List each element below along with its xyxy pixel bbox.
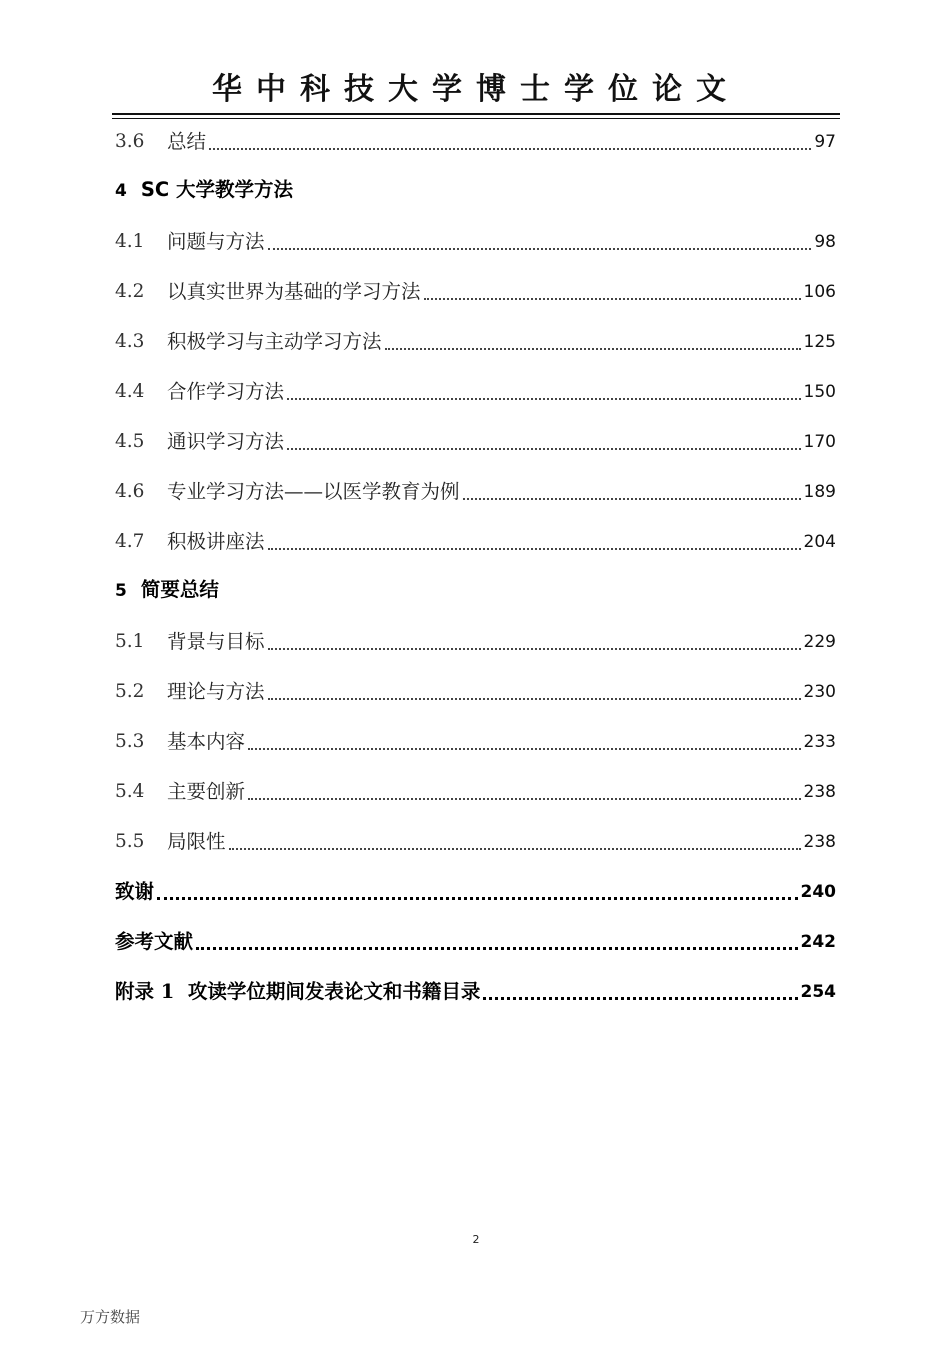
- toc-entry-title: 致谢: [115, 880, 155, 903]
- toc-entry-number: 4.1: [115, 231, 145, 252]
- dot-leader: [483, 977, 797, 1000]
- toc-entry-5-2[interactable]: [115, 675, 836, 705]
- toc-entry-title: 通识学习方法: [167, 430, 285, 453]
- toc-entry-title: 问题与方法: [167, 230, 265, 253]
- dot-leader: [268, 228, 812, 250]
- toc-entry-page: 150: [803, 382, 836, 402]
- header-rule-thin: [112, 118, 840, 119]
- toc-entry-number: 4.6: [115, 481, 145, 502]
- toc-entry-4-3[interactable]: [115, 325, 836, 355]
- dot-leader: [268, 628, 801, 650]
- toc-entry-page: 242: [800, 932, 836, 952]
- toc-entry-number: 5.2: [115, 681, 145, 702]
- toc-entry-title: 背景与目标: [167, 630, 265, 653]
- toc-entry-title: 参考文献: [115, 930, 194, 953]
- toc-entry-4-5[interactable]: [115, 425, 836, 455]
- dot-leader: [287, 428, 801, 450]
- toc-entry-title: 合作学习方法: [167, 380, 285, 403]
- toc-chapter-5[interactable]: [115, 575, 219, 605]
- toc-entry-title: 附录 1 攻读学位期间发表论文和书籍目录: [115, 980, 481, 1003]
- dot-leader: [287, 378, 801, 400]
- toc-entry-page: 238: [803, 782, 836, 802]
- dot-leader: [157, 877, 797, 900]
- toc-entry-page: 125: [803, 332, 836, 352]
- toc-entry-page: 229: [803, 632, 836, 652]
- toc-chapter-4[interactable]: [115, 175, 293, 205]
- toc-entry-4-1[interactable]: [115, 225, 836, 255]
- toc-entry-number: 4.2: [115, 281, 145, 302]
- toc-entry-4-4[interactable]: [115, 375, 836, 405]
- dot-leader: [248, 778, 801, 800]
- dot-leader: [463, 478, 801, 500]
- toc-entry-4-2[interactable]: [115, 275, 836, 305]
- toc-entry-page: 238: [803, 832, 836, 852]
- dot-leader: [248, 728, 801, 750]
- toc-entry-number: 3.6: [115, 131, 145, 152]
- toc-entry-4-6[interactable]: [115, 475, 836, 505]
- dot-leader: [268, 678, 801, 700]
- toc-entry-number: 5.5: [115, 831, 145, 852]
- toc-entry-number: 4.3: [115, 331, 145, 352]
- chapter-title: 简要总结: [140, 578, 219, 601]
- toc-entry-5-5[interactable]: [115, 825, 836, 855]
- toc-entry-page: 204: [803, 532, 836, 552]
- header-rule-thick: [112, 113, 840, 115]
- toc-entry-5-3[interactable]: [115, 725, 836, 755]
- toc-entry-appendix-1[interactable]: [115, 975, 836, 1005]
- toc-entry-5-1[interactable]: [115, 625, 836, 655]
- toc-entry-4-7[interactable]: [115, 525, 836, 555]
- toc-entry-title: 理论与方法: [167, 680, 265, 703]
- toc-entry-page: 240: [800, 882, 836, 902]
- toc-entry-number: 4.7: [115, 531, 145, 552]
- toc-entry-number: 4.5: [115, 431, 145, 452]
- toc-entry-number: 5.4: [115, 781, 145, 802]
- toc-entry-page: 233: [803, 732, 836, 752]
- toc-entry-acknowledgements[interactable]: [115, 875, 836, 905]
- toc-entry-title: 以真实世界为基础的学习方法: [167, 280, 421, 303]
- toc-entry-page: 189: [803, 482, 836, 502]
- wanfang-watermark: 万方数据: [80, 1308, 141, 1326]
- toc-entry-page: 170: [803, 432, 836, 452]
- dot-leader: [424, 278, 801, 300]
- toc-entry-page: 254: [800, 982, 836, 1002]
- toc-entry-number: 4.4: [115, 381, 145, 402]
- toc-entry-title: 总结: [167, 130, 207, 153]
- toc-entry-3-6[interactable]: [115, 125, 836, 155]
- toc-entry-title: 局限性: [167, 830, 226, 853]
- dot-leader: [209, 128, 811, 150]
- toc-entry-page: 230: [803, 682, 836, 702]
- toc-entry-title: 积极学习与主动学习方法: [167, 330, 382, 353]
- toc-entry-number: 5.3: [115, 731, 145, 752]
- toc-entry-page: 106: [803, 282, 836, 302]
- dot-leader: [268, 528, 801, 550]
- dot-leader: [229, 828, 801, 850]
- chapter-number: 5: [115, 581, 127, 601]
- toc-entry-title: 积极讲座法: [167, 530, 265, 553]
- page-number: 2: [472, 1233, 480, 1246]
- toc-entry-references[interactable]: [115, 925, 836, 955]
- dot-leader: [385, 328, 801, 350]
- chapter-title: SC 大学教学方法: [140, 178, 293, 201]
- chapter-number: 4: [115, 181, 127, 201]
- toc-entry-page: 98: [814, 232, 836, 252]
- toc-entry-number: 5.1: [115, 631, 145, 652]
- dot-leader: [196, 927, 797, 950]
- toc-entry-title: 基本内容: [167, 730, 246, 753]
- toc-entry-page: 97: [814, 132, 836, 152]
- toc-entry-5-4[interactable]: [115, 775, 836, 805]
- toc-entry-title: 主要创新: [167, 780, 246, 803]
- toc-entry-title: 专业学习方法——以医学教育为例: [167, 480, 460, 503]
- thesis-header-title: 华中科技大学博士学位论文: [212, 72, 740, 107]
